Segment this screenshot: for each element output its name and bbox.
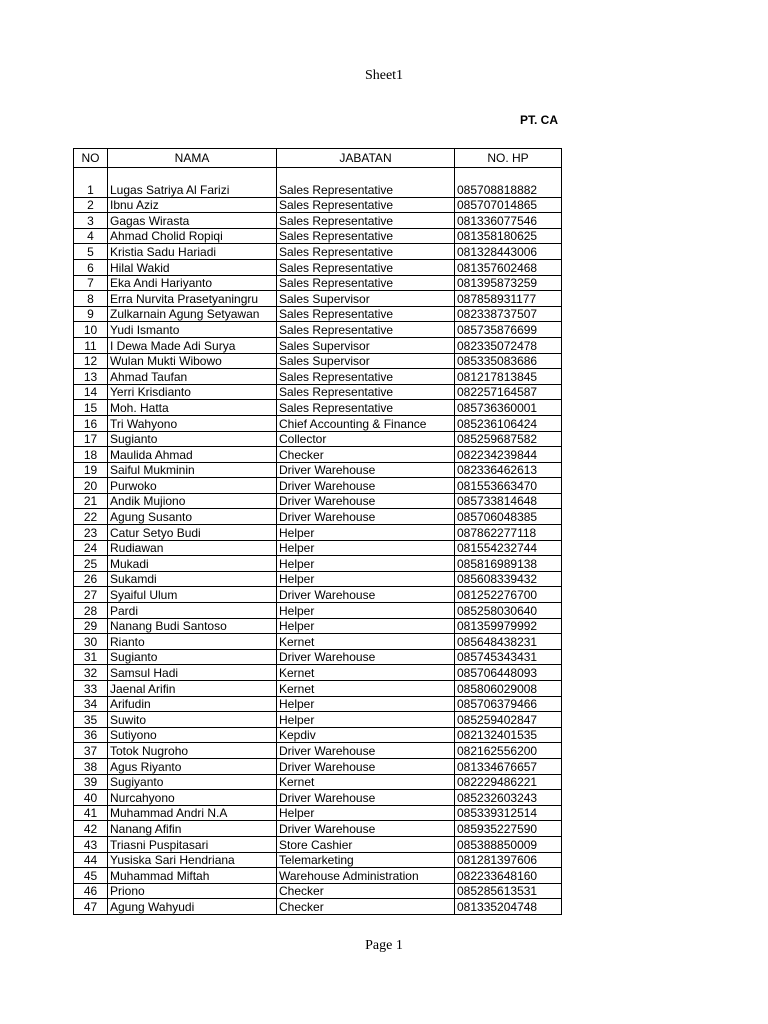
table-row xyxy=(74,696,562,712)
cell-no: 1 xyxy=(74,182,108,197)
cell-hp: 085707014865 xyxy=(455,197,562,213)
cell-jabatan: Driver Warehouse xyxy=(277,790,455,806)
table-row xyxy=(74,852,562,868)
cell-hp: 085388850009 xyxy=(455,836,562,852)
cell-jabatan: Sales Representative xyxy=(277,369,455,385)
cell-nama: Zulkarnain Agung Setyawan xyxy=(108,306,277,322)
table-row xyxy=(74,774,562,790)
cell-no: 17 xyxy=(74,431,108,447)
cell-hp: 087862277118 xyxy=(455,525,562,541)
cell-nama: Muhammad Andri N.A xyxy=(108,805,277,821)
table-row xyxy=(74,540,562,556)
table-row xyxy=(74,587,562,603)
cell-jabatan: Checker xyxy=(277,447,455,463)
cell-jabatan: Sales Supervisor xyxy=(277,291,455,307)
cell-nama: Syaiful Ulum xyxy=(108,587,277,603)
cell-hp: 081336077546 xyxy=(455,213,562,229)
cell-hp: 085259687582 xyxy=(455,431,562,447)
cell-nama: Arifudin xyxy=(108,696,277,712)
cell-jabatan: Kernet xyxy=(277,634,455,650)
cell-jabatan: Chief Accounting & Finance xyxy=(277,415,455,431)
cell-jabatan: Sales Representative xyxy=(277,213,455,229)
cell-jabatan: Driver Warehouse xyxy=(277,821,455,837)
cell-hp: 085608339432 xyxy=(455,571,562,587)
cell-no: 7 xyxy=(74,275,108,291)
cell-jabatan: Warehouse Administration xyxy=(277,868,455,884)
cell-jabatan: Helper xyxy=(277,556,455,572)
cell-jabatan: Driver Warehouse xyxy=(277,478,455,494)
cell-jabatan: Sales Representative xyxy=(277,384,455,400)
cell-jabatan: Store Cashier xyxy=(277,836,455,852)
cell-hp: 082233648160 xyxy=(455,868,562,884)
table-row xyxy=(74,603,562,619)
cell-hp: 081334676657 xyxy=(455,758,562,774)
cell-no: 21 xyxy=(74,493,108,509)
table-row xyxy=(74,244,562,260)
cell-nama: Priono xyxy=(108,883,277,899)
cell-no: 29 xyxy=(74,618,108,634)
table-row xyxy=(74,556,562,572)
table-row xyxy=(74,899,562,915)
cell-jabatan: Driver Warehouse xyxy=(277,587,455,603)
cell-no: 10 xyxy=(74,322,108,338)
cell-nama: Triasni Puspitasari xyxy=(108,836,277,852)
cell-no: 36 xyxy=(74,727,108,743)
cell-nama: Suwito xyxy=(108,712,277,728)
cell-nama: I Dewa Made Adi Surya xyxy=(108,337,277,353)
cell-no: 26 xyxy=(74,571,108,587)
cell-hp: 085735876699 xyxy=(455,322,562,338)
cell-no: 40 xyxy=(74,790,108,806)
cell-hp: 081357602468 xyxy=(455,259,562,275)
cell-no: 38 xyxy=(74,758,108,774)
cell-jabatan: Helper xyxy=(277,525,455,541)
cell-jabatan: Collector xyxy=(277,431,455,447)
cell-hp: 085706048385 xyxy=(455,509,562,525)
cell-no: 28 xyxy=(74,603,108,619)
cell-nama: Sugiyanto xyxy=(108,774,277,790)
cell-hp: 085733814648 xyxy=(455,493,562,509)
cell-nama: Saiful Mukminin xyxy=(108,462,277,478)
cell-no: 3 xyxy=(74,213,108,229)
cell-hp: 081281397606 xyxy=(455,852,562,868)
cell-jabatan: Driver Warehouse xyxy=(277,649,455,665)
cell-nama: Agus Riyanto xyxy=(108,758,277,774)
cell-nama: Mukadi xyxy=(108,556,277,572)
cell-jabatan: Sales Representative xyxy=(277,197,455,213)
cell-hp: 082234239844 xyxy=(455,447,562,463)
sheet-title: Sheet1 xyxy=(364,68,404,83)
cell-nama: Yudi Ismanto xyxy=(108,322,277,338)
cell-nama: Hilal Wakid xyxy=(108,259,277,275)
cell-no: 2 xyxy=(74,197,108,213)
cell-hp: 085232603243 xyxy=(455,790,562,806)
table-row xyxy=(74,306,562,322)
cell-hp: 085816989138 xyxy=(455,556,562,572)
cell-no: 33 xyxy=(74,681,108,697)
cell-nama: Sukamdi xyxy=(108,571,277,587)
cell-hp: 082257164587 xyxy=(455,384,562,400)
cell-jabatan: Sales Supervisor xyxy=(277,353,455,369)
table-row xyxy=(74,509,562,525)
cell-nama: Rianto xyxy=(108,634,277,650)
cell-hp: 085708818882 xyxy=(455,182,562,197)
cell-nama: Agung Susanto xyxy=(108,509,277,525)
table-row xyxy=(74,836,562,852)
cell-no: 5 xyxy=(74,244,108,260)
table-row xyxy=(74,727,562,743)
table-row xyxy=(74,665,562,681)
cell-no: 34 xyxy=(74,696,108,712)
table-row xyxy=(74,275,562,291)
cell-nama: Gagas Wirasta xyxy=(108,213,277,229)
cell-no: 22 xyxy=(74,509,108,525)
cell-hp: 085258030640 xyxy=(455,603,562,619)
cell-no: 20 xyxy=(74,478,108,494)
cell-no: 24 xyxy=(74,540,108,556)
cell-hp: 087858931177 xyxy=(455,291,562,307)
cell-jabatan: Sales Representative xyxy=(277,306,455,322)
spacer-cell xyxy=(455,168,562,183)
cell-nama: Ahmad Taufan xyxy=(108,369,277,385)
cell-nama: Samsul Hadi xyxy=(108,665,277,681)
cell-no: 23 xyxy=(74,525,108,541)
cell-jabatan: Sales Representative xyxy=(277,259,455,275)
cell-nama: Kristia Sadu Hariadi xyxy=(108,244,277,260)
employee-table xyxy=(73,148,562,915)
cell-nama: Pardi xyxy=(108,603,277,619)
cell-jabatan: Checker xyxy=(277,899,455,915)
table-spacer-row xyxy=(74,168,562,183)
cell-jabatan: Kernet xyxy=(277,665,455,681)
cell-nama: Ibnu Aziz xyxy=(108,197,277,213)
cell-hp: 082338737507 xyxy=(455,306,562,322)
cell-nama: Muhammad Miftah xyxy=(108,868,277,884)
cell-no: 19 xyxy=(74,462,108,478)
cell-nama: Yusiska Sari Hendriana xyxy=(108,852,277,868)
cell-nama: Purwoko xyxy=(108,478,277,494)
table-row xyxy=(74,213,562,229)
cell-hp: 081252276700 xyxy=(455,587,562,603)
table-row xyxy=(74,493,562,509)
cell-jabatan: Driver Warehouse xyxy=(277,462,455,478)
cell-jabatan: Kernet xyxy=(277,774,455,790)
table-row xyxy=(74,228,562,244)
cell-nama: Jaenal Arifin xyxy=(108,681,277,697)
table-row xyxy=(74,681,562,697)
cell-no: 43 xyxy=(74,836,108,852)
employee-table-container xyxy=(73,148,562,915)
cell-nama: Erra Nurvita Prasetyaningru xyxy=(108,291,277,307)
table-body xyxy=(74,168,562,915)
cell-hp: 082336462613 xyxy=(455,462,562,478)
cell-nama: Sugianto xyxy=(108,649,277,665)
table-row xyxy=(74,478,562,494)
cell-nama: Rudiawan xyxy=(108,540,277,556)
cell-hp: 085706379466 xyxy=(455,696,562,712)
cell-hp: 082132401535 xyxy=(455,727,562,743)
table-row xyxy=(74,883,562,899)
table-row xyxy=(74,197,562,213)
cell-jabatan: Helper xyxy=(277,603,455,619)
cell-jabatan: Driver Warehouse xyxy=(277,493,455,509)
cell-hp: 081328443006 xyxy=(455,244,562,260)
cell-hp: 082229486221 xyxy=(455,774,562,790)
cell-no: 46 xyxy=(74,883,108,899)
cell-jabatan: Helper xyxy=(277,712,455,728)
table-row xyxy=(74,805,562,821)
table-row xyxy=(74,571,562,587)
column-header-no: NO xyxy=(74,149,108,168)
column-header-no-hp: NO. HP xyxy=(455,149,562,168)
company-name: PT. CA xyxy=(520,113,559,127)
spacer-cell xyxy=(74,168,108,183)
cell-jabatan: Driver Warehouse xyxy=(277,743,455,759)
spacer-cell xyxy=(108,168,277,183)
table-row xyxy=(74,712,562,728)
cell-hp: 082335072478 xyxy=(455,337,562,353)
table-header-row xyxy=(74,149,562,168)
cell-hp: 081395873259 xyxy=(455,275,562,291)
cell-hp: 085335083686 xyxy=(455,353,562,369)
cell-jabatan: Helper xyxy=(277,540,455,556)
column-header-nama: NAMA xyxy=(108,149,277,168)
cell-no: 47 xyxy=(74,899,108,915)
cell-jabatan: Sales Representative xyxy=(277,182,455,197)
table-row xyxy=(74,431,562,447)
cell-no: 37 xyxy=(74,743,108,759)
cell-no: 11 xyxy=(74,337,108,353)
table-row xyxy=(74,462,562,478)
cell-nama: Andik Mujiono xyxy=(108,493,277,509)
cell-no: 16 xyxy=(74,415,108,431)
table-row xyxy=(74,337,562,353)
cell-hp: 081554232744 xyxy=(455,540,562,556)
cell-nama: Sutiyono xyxy=(108,727,277,743)
table-row xyxy=(74,415,562,431)
cell-hp: 082162556200 xyxy=(455,743,562,759)
cell-nama: Moh. Hatta xyxy=(108,400,277,416)
cell-jabatan: Sales Supervisor xyxy=(277,337,455,353)
cell-hp: 085745343431 xyxy=(455,649,562,665)
table-row xyxy=(74,743,562,759)
cell-nama: Tri Wahyono xyxy=(108,415,277,431)
cell-hp: 085285613531 xyxy=(455,883,562,899)
cell-nama: Totok Nugroho xyxy=(108,743,277,759)
table-row xyxy=(74,790,562,806)
cell-hp: 085706448093 xyxy=(455,665,562,681)
cell-no: 31 xyxy=(74,649,108,665)
cell-hp: 085259402847 xyxy=(455,712,562,728)
cell-hp: 081335204748 xyxy=(455,899,562,915)
table-row xyxy=(74,291,562,307)
cell-jabatan: Sales Representative xyxy=(277,275,455,291)
cell-no: 44 xyxy=(74,852,108,868)
table-row xyxy=(74,353,562,369)
table-row xyxy=(74,634,562,650)
cell-nama: Sugianto xyxy=(108,431,277,447)
cell-no: 18 xyxy=(74,447,108,463)
cell-no: 42 xyxy=(74,821,108,837)
cell-hp: 085736360001 xyxy=(455,400,562,416)
cell-nama: Yerri Krisdianto xyxy=(108,384,277,400)
cell-nama: Lugas Satriya Al Farizi xyxy=(108,182,277,197)
cell-no: 13 xyxy=(74,369,108,385)
cell-jabatan: Sales Representative xyxy=(277,244,455,260)
table-row xyxy=(74,259,562,275)
cell-no: 8 xyxy=(74,291,108,307)
cell-no: 25 xyxy=(74,556,108,572)
cell-jabatan: Sales Representative xyxy=(277,228,455,244)
cell-hp: 085339312514 xyxy=(455,805,562,821)
cell-nama: Maulida Ahmad xyxy=(108,447,277,463)
cell-no: 27 xyxy=(74,587,108,603)
cell-jabatan: Kepdiv xyxy=(277,727,455,743)
cell-no: 14 xyxy=(74,384,108,400)
cell-hp: 085806029008 xyxy=(455,681,562,697)
cell-nama: Wulan Mukti Wibowo xyxy=(108,353,277,369)
spacer-cell xyxy=(277,168,455,183)
cell-no: 41 xyxy=(74,805,108,821)
page-footer: Page 1 xyxy=(365,938,403,953)
cell-no: 39 xyxy=(74,774,108,790)
cell-nama: Nurcahyono xyxy=(108,790,277,806)
cell-nama: Nanang Budi Santoso xyxy=(108,618,277,634)
cell-jabatan: Driver Warehouse xyxy=(277,509,455,525)
cell-jabatan: Helper xyxy=(277,805,455,821)
cell-jabatan: Telemarketing xyxy=(277,852,455,868)
table-row xyxy=(74,525,562,541)
cell-jabatan: Sales Representative xyxy=(277,322,455,338)
cell-nama: Agung Wahyudi xyxy=(108,899,277,915)
cell-no: 32 xyxy=(74,665,108,681)
cell-hp: 085648438231 xyxy=(455,634,562,650)
cell-nama: Catur Setyo Budi xyxy=(108,525,277,541)
cell-no: 12 xyxy=(74,353,108,369)
cell-hp: 085236106424 xyxy=(455,415,562,431)
cell-nama: Eka Andi Hariyanto xyxy=(108,275,277,291)
cell-jabatan: Checker xyxy=(277,883,455,899)
cell-no: 6 xyxy=(74,259,108,275)
cell-no: 9 xyxy=(74,306,108,322)
cell-no: 4 xyxy=(74,228,108,244)
table-row xyxy=(74,649,562,665)
cell-no: 45 xyxy=(74,868,108,884)
cell-hp: 081553663470 xyxy=(455,478,562,494)
cell-jabatan: Helper xyxy=(277,618,455,634)
cell-hp: 081217813845 xyxy=(455,369,562,385)
cell-no: 30 xyxy=(74,634,108,650)
column-header-jabatan: JABATAN xyxy=(277,149,455,168)
cell-jabatan: Helper xyxy=(277,571,455,587)
cell-jabatan: Kernet xyxy=(277,681,455,697)
cell-hp: 081358180625 xyxy=(455,228,562,244)
table-row xyxy=(74,868,562,884)
cell-no: 35 xyxy=(74,712,108,728)
table-row xyxy=(74,821,562,837)
cell-nama: Ahmad Cholid Ropiqi xyxy=(108,228,277,244)
cell-hp: 081359979992 xyxy=(455,618,562,634)
table-row xyxy=(74,447,562,463)
cell-hp: 085935227590 xyxy=(455,821,562,837)
cell-jabatan: Driver Warehouse xyxy=(277,758,455,774)
cell-jabatan: Sales Representative xyxy=(277,400,455,416)
cell-nama: Nanang Afifin xyxy=(108,821,277,837)
cell-jabatan: Helper xyxy=(277,696,455,712)
cell-no: 15 xyxy=(74,400,108,416)
table-row xyxy=(74,400,562,416)
table-row xyxy=(74,322,562,338)
table-row xyxy=(74,758,562,774)
table-row xyxy=(74,369,562,385)
table-row xyxy=(74,384,562,400)
table-row xyxy=(74,618,562,634)
table-row xyxy=(74,182,562,197)
